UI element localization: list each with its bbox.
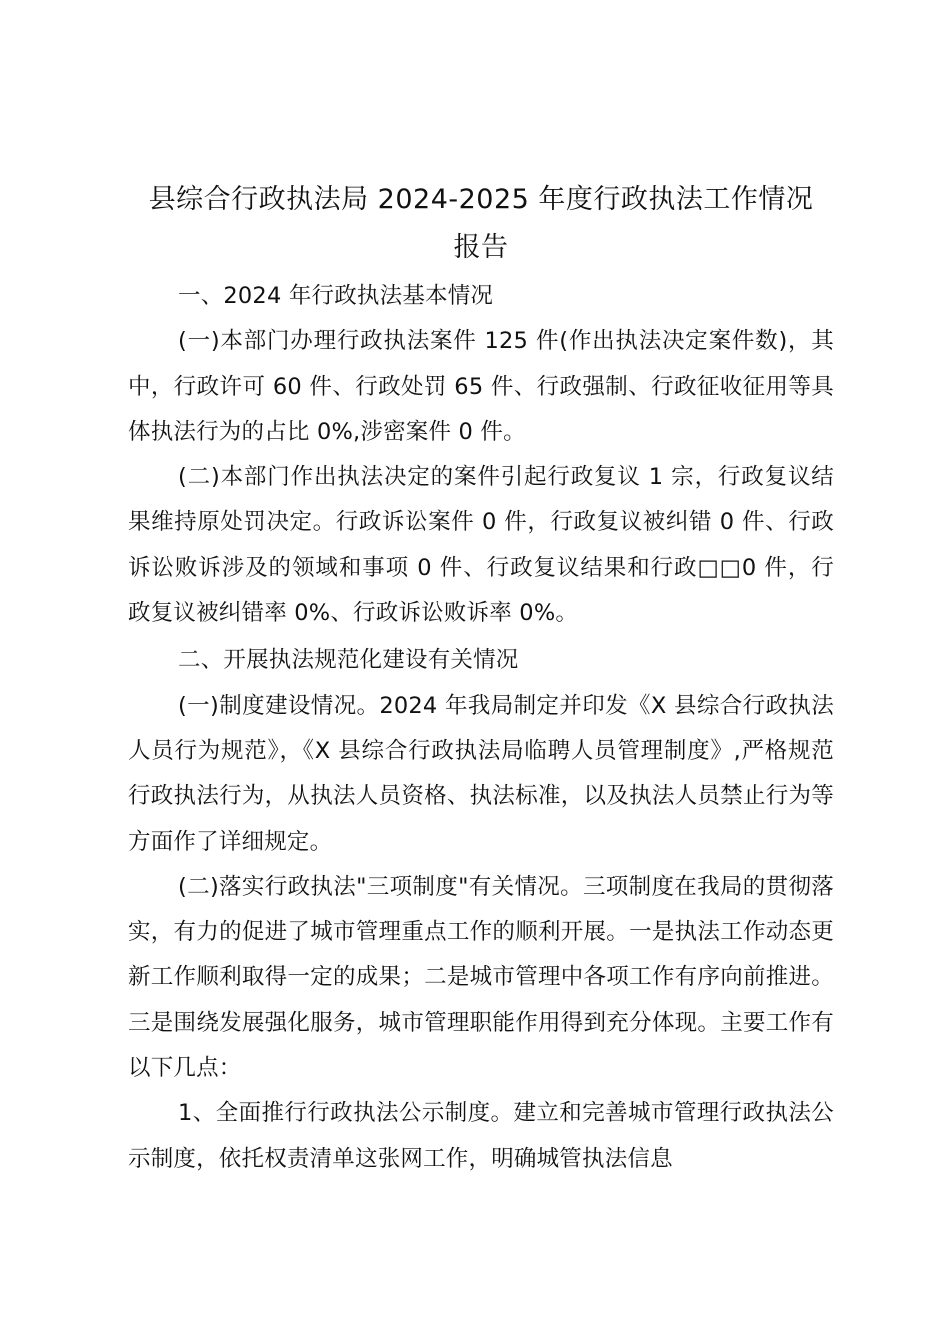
document-body: [128, 176, 834, 1182]
section-1-paragraph-1: (一)本部门办理行政执法案件 125 件(作出执法决定案件数)，其中，行政许可 60 件、行政处罚 65 件、行政强制、行政征收征用等具体执法行为的占比 0%,涉密案件 0 件。: [128, 328, 834, 445]
document-title: [114, 176, 848, 272]
section-1-heading: 一、2024 年行政执法基本情况: [178, 283, 494, 309]
section-2-paragraph-1: (一)制度建设情况。2024 年我局制定并印发《X 县综合行政执法人员行为规范》，《X 县综合行政执法局临聘人员管理制度》,严格规范行政执法行为，从执法人员资格、执法标准，以及执法人员禁止行为等方面作了详细规定。: [128, 692, 834, 855]
title-line-1: 县综合行政执法局 2024-2025 年度行政执法工作情况: [148, 184, 814, 215]
section-2-paragraph-2: (二)落实行政执法"三项制度"有关情况。三项制度在我局的贯彻落实，有力的促进了城市管理重点工作的顺利开展。一是执法工作动态更新工作顺利取得一定的成果；二是城市管理中各项工作有序向前推进。三是围绕发展强化服务，城市管理职能作用得到充分体现。主要工作有以下几点：: [128, 873, 834, 1082]
title-line-2: 报告: [453, 232, 509, 263]
section-2-paragraph-3: 1、全面推行行政执法公示制度。建立和完善城市管理行政执法公示制度，依托权责清单这张网工作，明确城管执法信息: [128, 1100, 834, 1172]
section-1-paragraph-2: (二)本部门作出执法决定的案件引起行政复议 1 宗，行政复议结果维持原处罚决定。行政诉讼案件 0 件，行政复议被纠错 0 件、行政诉讼败诉涉及的领域和事项 0 件、行政复议结果和行政□□0 件，行政复议被纠错率 0%、行政诉讼败诉率 0%。: [128, 464, 834, 627]
section-2-heading: 二、开展执法规范化建设有关情况: [178, 647, 519, 674]
